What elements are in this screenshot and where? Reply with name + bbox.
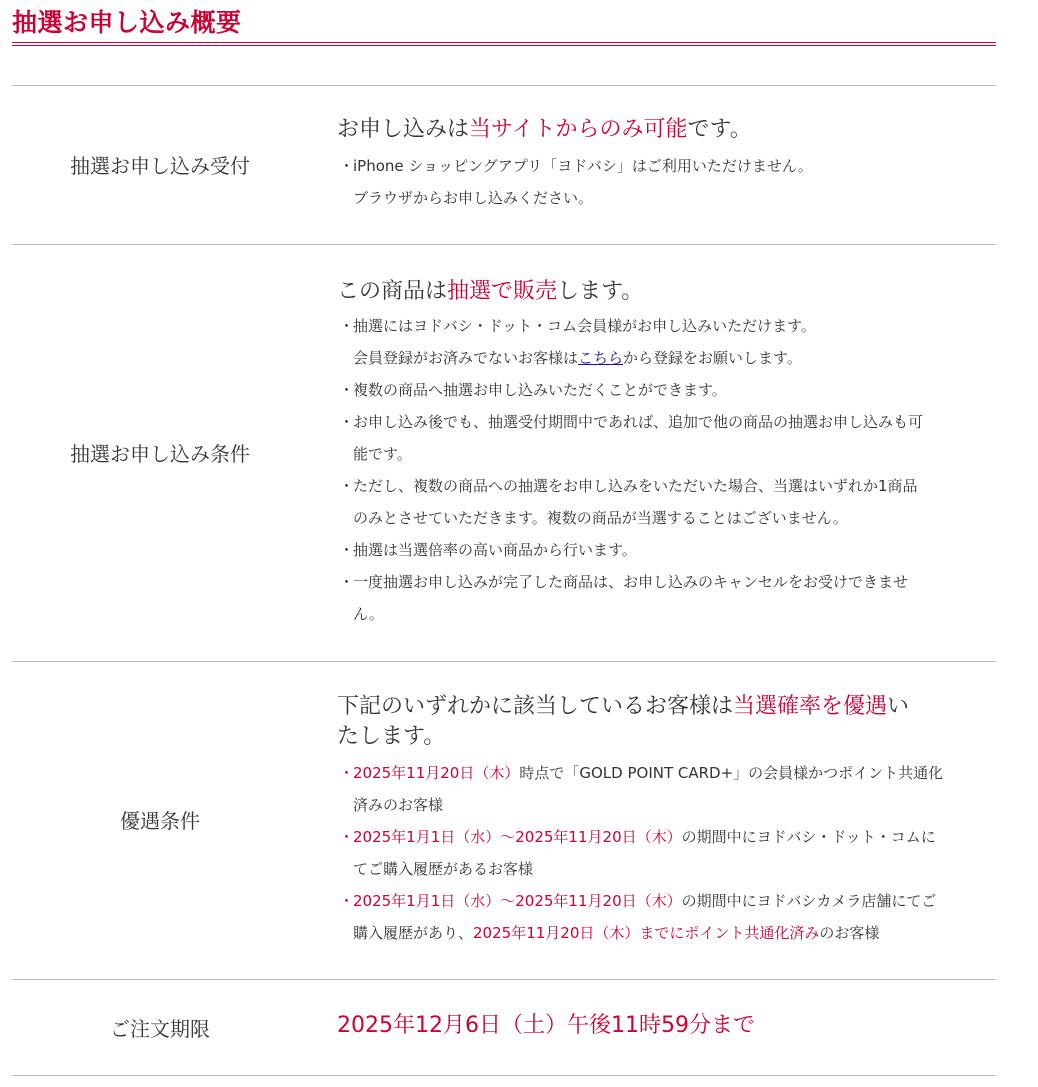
list-item: ・ iPhone ショッピングアプリ「ヨドバシ」はご利用いただけません。 ブラウザからお申し込みください。 bbox=[339, 157, 813, 207]
conditions-label: 抽選お申し込み条件 bbox=[70, 442, 250, 466]
list-item: ・ 抽選は当選倍率の高い商品から行います。 bbox=[339, 541, 637, 559]
reception-notes bbox=[337, 150, 977, 214]
list-item: ・ お申し込み後でも、抽選受付期間中であれば、追加で他の商品の抽選お申し込みも可 能です。 bbox=[339, 413, 924, 463]
row-divider bbox=[12, 85, 996, 86]
order-deadline-value: 2025年12月6日（土）午後11時59分まで bbox=[337, 1013, 755, 1038]
row-divider bbox=[12, 979, 996, 980]
title-rule bbox=[12, 42, 996, 43]
list-item: ・ 2025年1月1日（水）～2025年11月20日（木）の期間中にヨドバシ・ドット・コムに てご購入履歴があるお客様 bbox=[339, 828, 936, 878]
row-divider bbox=[12, 1075, 996, 1076]
reception-label: 抽選お申し込み受付 bbox=[70, 154, 250, 178]
conditions-heading: この商品は抽選で販売します。 bbox=[337, 279, 644, 304]
list-item: ・ ただし、複数の商品への抽選をお申し込みをいただいた場合、当選はいずれか1商品 のみとさせていただきます。複数の商品が当選することはございません。 bbox=[339, 477, 918, 527]
order-deadline-label: ご注文期限 bbox=[110, 1017, 210, 1041]
list-item: ・ 抽選にはヨドバシ・ドット・コム会員様がお申し込みいただけます。 会員登録がお済みでないお客様はこちらから登録をお願いします。 bbox=[339, 317, 816, 367]
preferential-label: 優遇条件 bbox=[120, 809, 200, 833]
preferential-notes bbox=[337, 757, 977, 949]
title-rule-secondary bbox=[12, 45, 996, 46]
list-item: ・ 2025年11月20日（木）時点で「GOLD POINT CARD+」の会員様かつポイント共通化 済みのお客様 bbox=[339, 764, 944, 814]
register-link[interactable]: こちら bbox=[578, 349, 624, 367]
page-title: 抽選お申し込み概要 bbox=[12, 8, 242, 37]
preferential-heading: 下記のいずれかに該当しているお客様は当選確率を優遇い たします。 bbox=[337, 694, 910, 749]
row-divider bbox=[12, 661, 996, 662]
list-item: ・ 一度抽選お申し込みが完了した商品は、お申し込みのキャンセルをお受けできませ ん。 bbox=[339, 573, 909, 623]
row-divider bbox=[12, 244, 996, 245]
conditions-notes bbox=[337, 310, 977, 630]
list-item: ・ 2025年1月1日（水）～2025年11月20日（木）の期間中にヨドバシカメラ店舗にてご 購入履歴があり、2025年11月20日（木）までにポイント共通化済みのお客様 bbox=[339, 892, 937, 942]
reception-heading: お申し込みは当サイトからのみ可能です。 bbox=[337, 117, 752, 142]
list-item: ・ 複数の商品へ抽選お申し込みいただくことができます。 bbox=[339, 381, 727, 399]
